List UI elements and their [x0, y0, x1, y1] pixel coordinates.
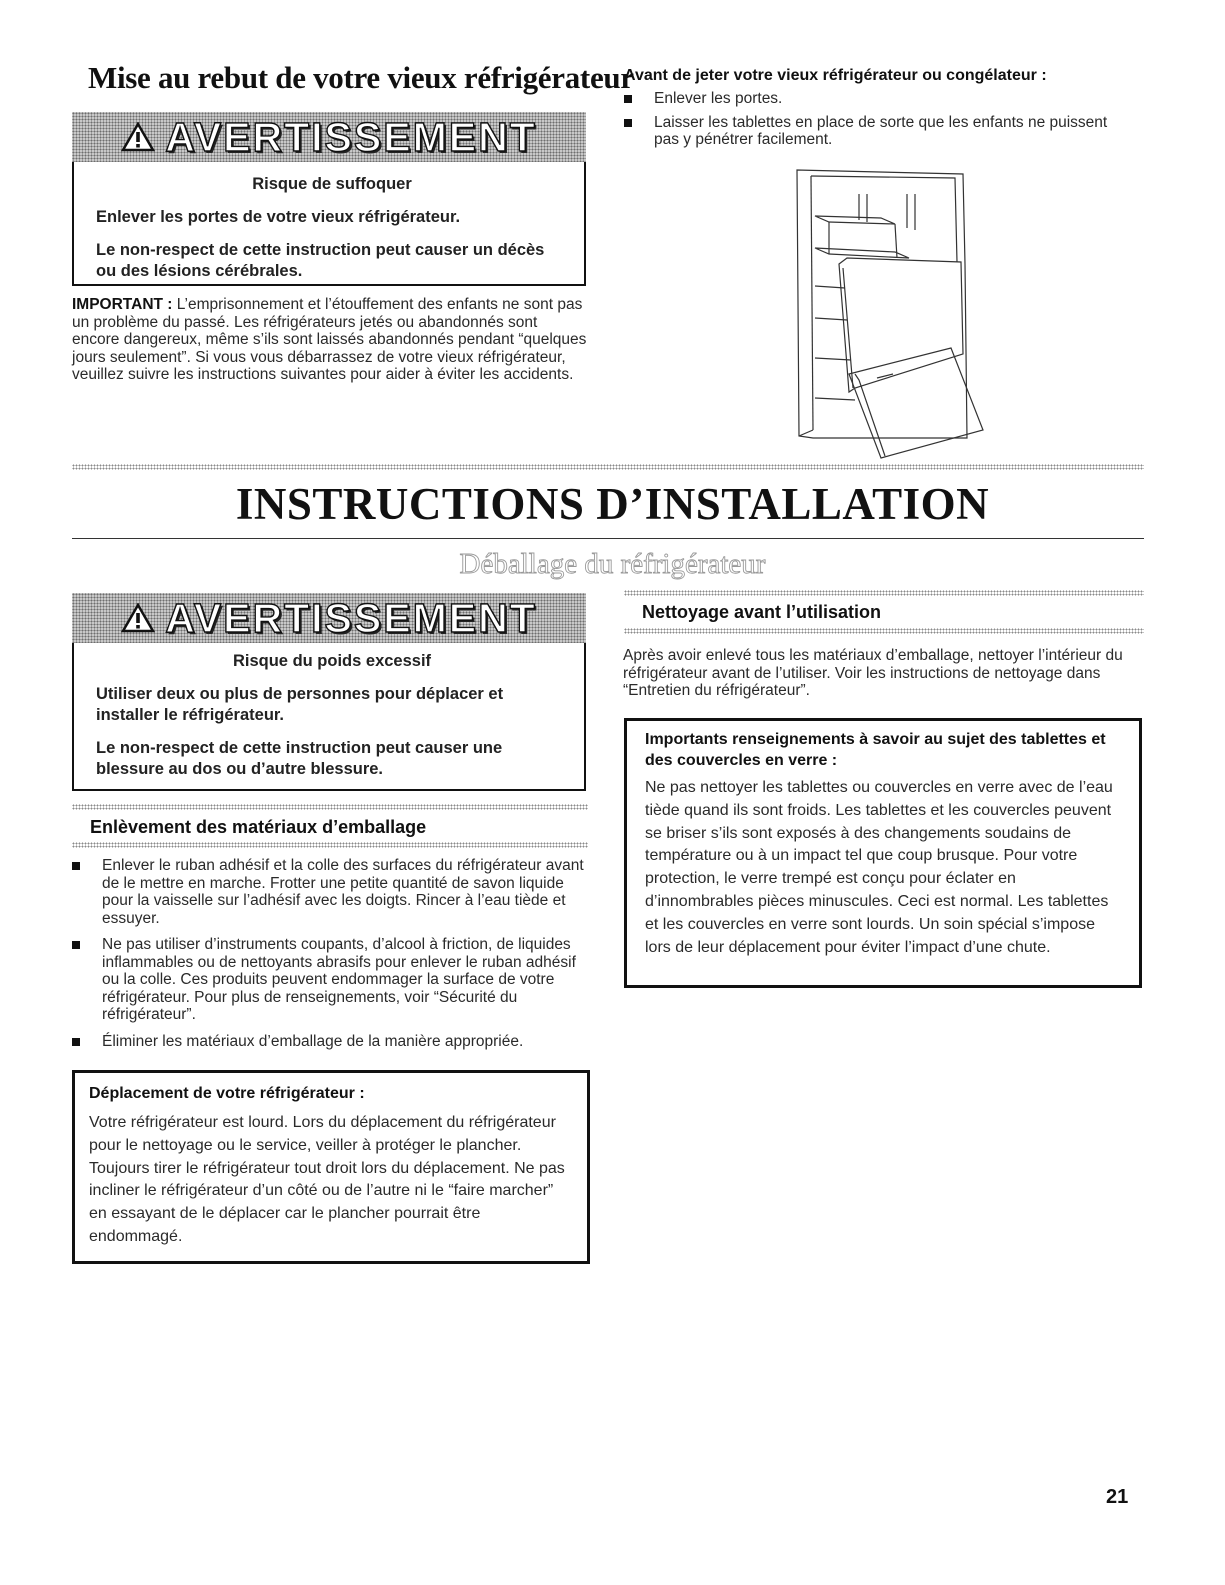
warning-banner [72, 593, 586, 643]
moving-box-text: Votre réfrigérateur est lourd. Lors du déplacement du réfrigérateur pour le nettoyage ou le service, veiller à protéger le plancher. Toujours tirer le réfrigérateur tout droit lors du déplacement. Ne pas incliner le réfrigérateur d’un côté ou de l’autre ni le “faire marcher” en essayant de le déplacer car le plancher pourrait être endommagé. [89, 1114, 565, 1245]
suffocation-warning-box [72, 112, 586, 286]
warning-line: Utiliser deux ou plus de personnes pour déplacer et installer le réfrigérateur. [96, 685, 504, 724]
list-item [72, 857, 588, 927]
square-bullet-icon [72, 862, 80, 870]
square-bullet-icon [72, 941, 80, 949]
warning-banner-label: AVERTISSEMENT [165, 594, 537, 641]
list-item-text: Ne pas utiliser d’instruments coupants, d’alcool à friction, de liquides inflammables ou de nettoyants abrasifs pour enlever le ruban adhésif ou la colle. Ces produits peuvent endommager la surface de votre réfrigérateur. Pour plus de renseignements, voir “Sécurité du réfrigérateur”. [102, 936, 576, 1023]
important-text: L’emprisonnement et l’étouffement des enfants ne sont pas un problème du passé. Les réfrigérateurs jetés ou abandonnés sont encore dangereux, même s’ils sont laissés abandonnés pendant “quelques jours seulement”. Si vous vous débarrassez de votre vieux réfrigérateur, veuillez suivre les instructions suivantes pour aider à éviter les accidents. [72, 296, 587, 383]
warning-triangle-icon [121, 603, 155, 633]
shelf-box-text: Ne pas nettoyer les tablettes ou couvercles en verre avec de l’eau tiède quand ils sont froids. Les tablettes et les couvercles peuvent se briser s’ils sont exposés à des changements soudains de température ou à un impact tel que coup brusque. Pour votre protection, le verre trempé est conçu pour éclater en d’innombrables pièces minuscules. Ceci est normal. Les tablettes et les couvercles en verre sont lourds. Un soin spécial s’impose lors de leur déplacement pour éviter l’impact d’une chute. [645, 779, 1113, 956]
warning-line: Le non-respect de cette instruction peut causer une blessure au dos ou d’autre blessure. [96, 739, 503, 778]
important-label: IMPORTANT : [72, 296, 173, 313]
dotted-divider [624, 628, 1144, 634]
list-item-text: Enlever les portes. [654, 90, 783, 107]
before-discard-list [624, 90, 1134, 155]
dotted-divider [624, 590, 1144, 596]
list-item [72, 1033, 588, 1051]
cleaning-heading: Nettoyage avant l’utilisation [642, 602, 882, 622]
installation-title: INSTRUCTIONS D’INSTALLATION [235, 479, 990, 529]
moving-box-title: Déplacement de votre réfrigérateur : [89, 1085, 365, 1102]
important-paragraph [72, 296, 588, 384]
dotted-divider [72, 842, 588, 848]
list-item-text: Enlever le ruban adhésif et la colle des surfaces du réfrigérateur avant de le mettre en marche. Frotter une petite quantité de savon liquide pour la vaisselle sur l’adhésif avec les doigts. Rincer à l’eau tiède et essuyer. [102, 857, 584, 927]
before-discard-heading: Avant de jeter votre vieux réfrigérateur ou congélateur : [624, 67, 1047, 84]
page-number: 21 [1106, 1486, 1129, 1508]
unpacking-title: Déballage du réfrigérateur [459, 548, 766, 580]
list-item [624, 114, 1134, 149]
shelf-box-title: Importants renseignements à savoir au sujet des tablettes et des couvercles en verre : [645, 731, 1106, 769]
disposal-title: Mise au rebut de votre vieux réfrigérateur [88, 60, 634, 95]
warning-banner [72, 112, 586, 162]
cleaning-paragraph: Après avoir enlevé tous les matériaux d’emballage, nettoyer l’intérieur du réfrigérateur avant de l’utiliser. Voir les instructions de nettoyage dans “Entretien du réfrigérateur”. [623, 647, 1123, 699]
packaging-removal-heading: Enlèvement des matériaux d’emballage [90, 817, 427, 837]
list-item [624, 90, 1134, 108]
moving-refrigerator-box [72, 1070, 590, 1264]
square-bullet-icon [624, 95, 632, 103]
list-item-text: Éliminer les matériaux d’emballage de la manière appropriée. [102, 1032, 524, 1050]
dotted-divider [72, 804, 588, 810]
list-item-text: Laisser les tablettes en place de sorte que les enfants ne puissent pas y pénétrer facilement. [654, 113, 1108, 148]
excessive-weight-warning-box [72, 593, 586, 791]
warning-risk: Risque de suffoquer [252, 175, 412, 193]
warning-banner-label: AVERTISSEMENT [165, 113, 537, 160]
warning-triangle-icon [121, 122, 155, 152]
square-bullet-icon [624, 119, 632, 127]
packaging-removal-list [72, 857, 588, 1059]
square-bullet-icon [72, 1038, 80, 1046]
list-item [72, 936, 588, 1024]
glass-shelves-info-box [624, 718, 1142, 988]
title-rule [72, 538, 1144, 539]
warning-risk: Risque du poids excessif [232, 652, 432, 670]
refrigerator-doors-removed-illustration [785, 168, 985, 460]
warning-line: Enlever les portes de votre vieux réfrigérateur. [96, 208, 461, 226]
warning-line: Le non-respect de cette instruction peut causer un décès ou des lésions cérébrales. [96, 241, 545, 280]
dotted-divider [72, 464, 1144, 470]
